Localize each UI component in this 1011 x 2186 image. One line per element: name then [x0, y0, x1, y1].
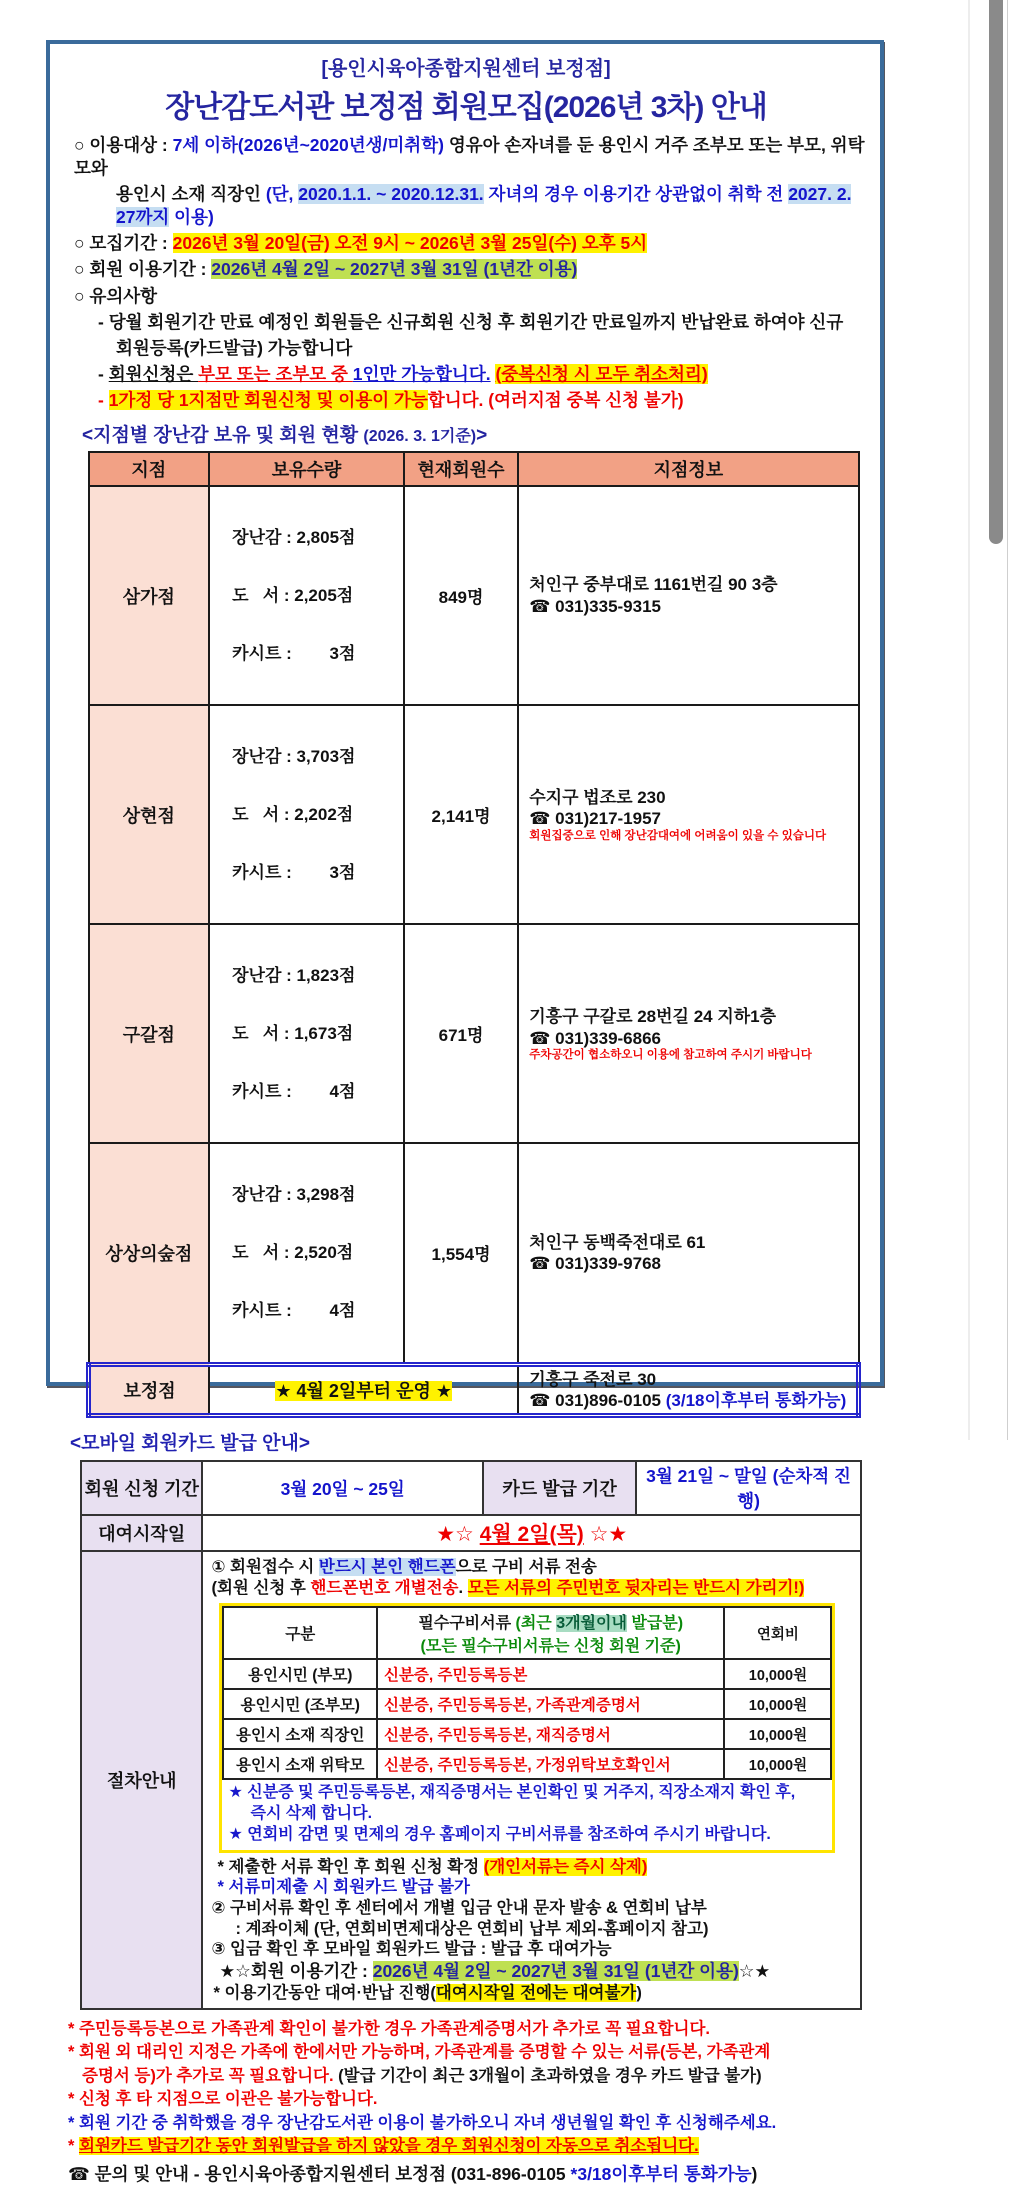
table-row [81, 1515, 861, 1551]
branch-quantity: 장난감 : 1,823점 도 서 : 1,673점 카시트 : 4점 [209, 924, 404, 1143]
notice-1-line1: - 당월 회원기간 만료 예정인 회원들은 신규회원 신청 후 회원기간 만료일까지 반납완료 하여야 신규 [98, 311, 844, 332]
procedure-content [202, 1551, 861, 2009]
col-quantity: 보유수량 [209, 452, 404, 486]
col-members: 현재회원수 [404, 452, 518, 486]
required-documents: 신분증, 주민등록등본, 가족관계증명서 [377, 1689, 724, 1719]
branch-members: 849명 [404, 486, 518, 705]
notice-heading: ○ 유의사항 [74, 285, 158, 306]
docs-privacy-note: ★ 신분증 및 주민등록등본, 재직증명서는 본인확인 및 거주지, 직장소재지 확인 후, 즉시 삭제 합니다. ★ 연회비 감면 및 면제의 경우 홈페이지 구비서류를 참조하여 주시기 바랍니다. [228, 1784, 796, 1843]
bojeong-highlight-row [89, 1364, 859, 1416]
docs-col-fee: 연회비 [724, 1607, 831, 1659]
footer-notes [64, 2018, 868, 2186]
rental-restriction-note: * 이용기간동안 대여·반납 진행(대여시작일 전에는 대여불가) [213, 1984, 642, 2003]
required-documents: 신분증, 주민등록등본, 재직증명서 [377, 1719, 724, 1749]
table-row [89, 924, 859, 1143]
bojeong-operation-note: ★ 4월 2일부터 운영 ★ [209, 1364, 518, 1416]
col-info: 지점정보 [518, 452, 858, 486]
branch-name: 삼가점 [89, 486, 210, 705]
procedure-step1-note: (회원 신청 후 핸드폰번호 개별전송. 모든 서류의 주민번호 뒷자리는 반드시 가리기!) [211, 1578, 805, 1597]
branch-members: 1,554명 [404, 1143, 518, 1364]
footer-note: * 회원 기간 중 취학했을 경우 장난감도서관 이용이 불가하오니 자녀 생년월일 확인 후 신청해주세요. [68, 2113, 777, 2132]
rental-start-header: 대여시작일 [81, 1515, 202, 1551]
rental-start-value: ★☆ 4월 2일(목) ☆★ [202, 1515, 861, 1551]
required-docs-table [222, 1606, 832, 1780]
footer-note: 증명서 등)가 추가로 꼭 필요합니다. (발급 기간이 최근 3개월이 초과하였을 경우 카드 발급 불가) [82, 2066, 762, 2085]
footer-note: * 회원카드 발급기간 동안 회원발급을 하지 않았을 경우 회원신청이 자동으로 취소됩니다. [68, 2137, 699, 2156]
notice-3: - 1가정 당 1지점만 회원신청 및 이용이 가능합니다. (여러지점 중복 신청 불가) [98, 389, 684, 410]
branch-info: 처인구 중부대로 1161번길 90 3층 ☎ 031)335-9315 [518, 486, 858, 705]
footer-note: * 신청 후 타 지점으로 이관은 불가능합니다. [68, 2090, 378, 2109]
bank-transfer-note: : 계좌이체 (단, 연회비면제대상은 연회비 납부 제외-홈페이지 참고) [235, 1919, 709, 1938]
table-row [223, 1689, 831, 1719]
apply-period-header: 회원 신청 기간 [81, 1461, 202, 1515]
mobile-card-section-title: <모바일 회원카드 발급 안내> [70, 1433, 310, 1455]
annual-fee: 10,000원 [724, 1719, 831, 1749]
recruit-period-line: ○ 모집기간 : 2026년 3월 20일(금) 오전 9시 ~ 2026년 3월 25일(수) 오후 5시 [74, 233, 648, 254]
notice-document [46, 40, 884, 2184]
required-documents: 신분증, 주민등록등본 [377, 1659, 724, 1689]
notice-2: - 회원신청은 부모 또는 조부모 중 1인만 가능합니다. (중복신청 시 모두 취소처리) [98, 363, 708, 384]
table-row [223, 1749, 831, 1779]
branch-info: 처인구 동백죽전대로 61 ☎ 031)339-9768 [518, 1143, 858, 1364]
branch-name: 상현점 [89, 705, 210, 924]
table-row [223, 1719, 831, 1749]
branch-info: 기흥구 죽전로 30 ☎ 031)896-0105 (3/18이후부터 통화가능) [518, 1364, 858, 1416]
annual-fee: 10,000원 [724, 1749, 831, 1779]
member-period-line: ○ 회원 이용기간 : 2026년 4월 2일 ~ 2027년 3월 31일 (1년간 이용) [74, 259, 578, 280]
footer-note: * 주민등록등본으로 가족관계 확인이 불가한 경우 가족관계증명서가 추가로 꼭 필요합니다. [68, 2020, 711, 2039]
issue-period-header: 카드 발급 기간 [483, 1461, 636, 1515]
doc-subtitle: [용인시육아종합지원센터 보정점] [321, 58, 611, 80]
notice-1-line2: 회원등록(카드발급) 가능합니다 [116, 337, 353, 358]
table-row [81, 1551, 861, 2009]
table-row [89, 705, 859, 924]
branch-name: 구갈점 [89, 924, 210, 1143]
branch-quantity: 장난감 : 2,805점 도 서 : 2,205점 카시트 : 3점 [209, 486, 404, 705]
branch-name: 보정점 [89, 1364, 210, 1416]
table-row [223, 1607, 831, 1659]
table-row [223, 1659, 831, 1689]
required-documents: 신분증, 주민등록등본, 가정위탁보호확인서 [377, 1749, 724, 1779]
procedure-follow-up [211, 1857, 854, 2004]
col-branch: 지점 [89, 452, 210, 486]
table-row [89, 1143, 859, 1364]
confirm-note: * 제출한 서류 확인 후 회원 신청 확정 (개인서류는 즉시 삭제) [217, 1857, 648, 1876]
branch-members: 671명 [404, 924, 518, 1143]
contact-line: ☎ 문의 및 안내 - 용인시육아종합지원센터 보정점 (031-896-0105 *3/18이후부터 통화가능) [68, 2163, 758, 2184]
usage-target-line1: ○ 이용대상 : 7세 이하(2026년~2020년생/미취학) 영유아 손자녀를 둔 용인시 거주 조부모 또는 부모, 위탁모와 [74, 135, 865, 179]
no-docs-note: * 서류미제출 시 회원카드 발급 불가 [217, 1878, 470, 1897]
apply-period-value: 3월 20일 ~ 25일 [202, 1461, 482, 1515]
procedure-step3: ③ 입금 확인 후 모바일 회원카드 발급 : 발급 후 대여가능 [211, 1940, 612, 1959]
branch-info: 기흥구 구갈로 28번길 24 지하1층 ☎ 031)339-6866 주차공간이 협소하오니 이용에 참고하여 주시기 바랍니다 [518, 924, 858, 1143]
branch-section-title: <지점별 장난감 보유 및 회원 현황 (2026. 3. 1기준)> [82, 425, 488, 447]
applicant-type: 용인시민 (부모) [223, 1659, 377, 1689]
required-docs-box [219, 1603, 835, 1852]
applicant-type: 용인시 소재 위탁모 [223, 1749, 377, 1779]
applicant-type: 용인시민 (조부모) [223, 1689, 377, 1719]
scrollbar-thumb[interactable] [989, 0, 1003, 544]
docs-col-documents: 필수구비서류 (최근 3개월이내 발급분) (모든 필수구비서류는 신청 회원 기준) [377, 1607, 724, 1659]
branch-info: 수지구 법조로 230 ☎ 031)217-1957 회원집중으로 인해 장난감대여에 어려움이 있을 수 있습니다 [518, 705, 858, 924]
panel-divider [968, 0, 970, 1440]
branch-quantity: 장난감 : 3,703점 도 서 : 2,202점 카시트 : 3점 [209, 705, 404, 924]
procedure-header: 절차안내 [81, 1551, 202, 2009]
doc-title: 장난감도서관 보정점 회원모집(2026년 3차) 안내 [165, 91, 767, 124]
branch-name: 상상의숲점 [89, 1143, 210, 1364]
branch-quantity: 장난감 : 3,298점 도 서 : 2,520점 카시트 : 4점 [209, 1143, 404, 1364]
branch-status-table [86, 451, 861, 1418]
annual-fee: 10,000원 [724, 1659, 831, 1689]
window-edge [1007, 0, 1008, 1440]
procedure-step2: ② 구비서류 확인 후 센터에서 개별 입금 안내 문자 발송 & 연회비 납부 [211, 1898, 707, 1917]
usage-period-banner: ★☆회원 이용기간 : 2026년 4월 2일 ~ 2027년 3월 31일 (1년간 이용)☆★ [219, 1960, 771, 1981]
docs-col-type: 구분 [223, 1607, 377, 1659]
applicant-type: 용인시 소재 직장인 [223, 1719, 377, 1749]
table-row [81, 1461, 861, 1515]
branch-members: 2,141명 [404, 705, 518, 924]
table-row [89, 486, 859, 705]
usage-target-line2: 용인시 소재 직장인 (단, 2020.1.1. ~ 2020.12.31. 자녀의 경우 이용기간 상관없이 취학 전 2027. 2. 27까지 이용) [116, 184, 852, 228]
issue-period-value: 3월 21일 ~ 말일 (순차적 진행) [636, 1461, 861, 1515]
card-issue-table [80, 1460, 862, 2010]
procedure-step1: ① 회원접수 시 반드시 본인 핸드폰으로 구비 서류 전송 [211, 1558, 597, 1577]
footer-note: * 회원 외 대리인 지정은 가족에 한에서만 가능하며, 가족관계를 증명할 수 있는 서류(등본, 가족관계 [68, 2043, 771, 2062]
branch-table-header-row [89, 452, 859, 486]
annual-fee: 10,000원 [724, 1689, 831, 1719]
